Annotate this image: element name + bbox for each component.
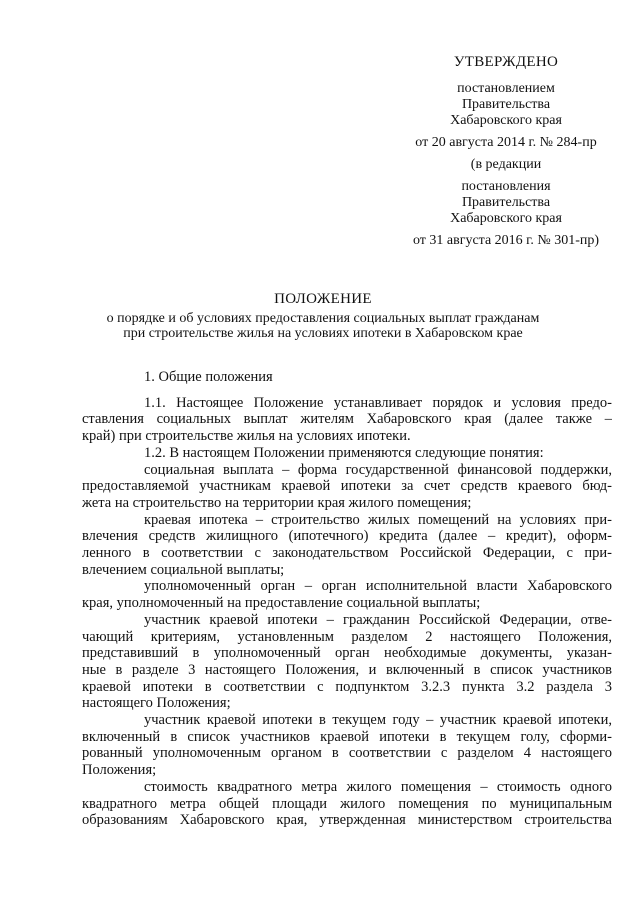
approval-amendment-date: от 31 августа 2016 г. № 301-пр)	[412, 233, 600, 248]
paragraph-line: ные в разделе 3 настоящего Положения, и включенный в список участников	[82, 661, 612, 678]
paragraph	[82, 462, 612, 512]
paragraph	[82, 779, 612, 829]
approval-title: УТВЕРЖДЕНО	[453, 54, 559, 70]
document-subtitle-line: о порядке и об условиях предоставления социальных выплат гражданам	[106, 311, 540, 326]
paragraph-line: края, уполномоченный на предоставление социальной выплаты;	[82, 595, 481, 612]
approval-line: Правительства	[461, 97, 551, 112]
paragraph-line: влечения средств жилищного (ипотечного) кредита (далее – кредит), оформ-	[82, 528, 612, 545]
paragraph-line: край) при строительстве жилья на условиях ипотеки.	[82, 428, 411, 445]
paragraph-line: включенный в список участников краевой ипотеки в текущем голу, сформи-	[82, 728, 612, 745]
approval-line: Правительства	[461, 195, 551, 210]
paragraph-line: уполномоченный орган – орган исполнительной власти Хабаровского	[144, 578, 612, 595]
paragraph-line: квадратного метра общей площади жилого помещения по муниципальным	[82, 795, 612, 812]
paragraph-line: краевой ипотеки в соответствии с подпунктом 3.2.3 пункта 3.2 раздела 3	[82, 678, 612, 695]
paragraph-line: стоимость квадратного метра жилого помещения – стоимость одного	[144, 778, 612, 795]
paragraph-line: влечением социальной выплаты;	[82, 561, 285, 578]
approval-line: (в редакции	[470, 157, 542, 172]
paragraph	[82, 712, 612, 779]
paragraph-list	[82, 395, 612, 829]
document-subtitle-line: при строительстве жилья на условиях ипотеки в Хабаровском крае	[123, 326, 523, 341]
paragraph	[82, 395, 612, 445]
paragraph-line: участник краевой ипотеки – гражданин Российской Федерации, отве-	[144, 611, 612, 628]
approval-line: постановлением	[457, 81, 555, 96]
paragraph	[82, 612, 612, 712]
paragraph	[82, 578, 612, 611]
approval-line: постановления	[461, 179, 551, 194]
paragraph-line: участник краевой ипотеки в текущем году – участник краевой ипотеки,	[144, 712, 612, 729]
approval-block	[392, 54, 620, 249]
paragraph-line: предоставляемой участникам краевой ипотеки за счет средств краевого бюд-	[82, 478, 612, 495]
paragraph-line: ленного в соответствии с законодательством Российской Федерации, с при-	[82, 545, 612, 562]
paragraph-line: представивший в уполномоченный орган необходимые документы, указан-	[82, 645, 612, 662]
paragraph-line: 1.1. Настоящее Положение устанавливает порядок и условия предо-	[144, 394, 612, 411]
paragraph-line: рованный уполномоченным органом в соответствии с разделом 4 настоящего	[82, 745, 612, 762]
paragraph-line: образованиям Хабаровского края, утвержденная министерством строительства	[82, 812, 612, 829]
paragraph	[82, 445, 612, 462]
document-body	[82, 369, 612, 829]
paragraph-line: настоящего Положения;	[82, 695, 231, 712]
paragraph-line: краевая ипотека – строительство жилых помещений на условиях при-	[144, 511, 612, 528]
paragraph-line: жета на строительство на территории края жилого помещения;	[82, 494, 472, 511]
paragraph-line: Положения;	[82, 762, 157, 779]
approval-line: Хабаровского края	[450, 113, 562, 128]
paragraph-line: чающий критериям, установленным разделом 2 настоящего Положения,	[82, 628, 612, 645]
paragraph-line: ставления социальных выплат жителям Хабаровского края (далее также –	[82, 411, 612, 428]
paragraph	[82, 512, 612, 579]
document-title: ПОЛОЖЕНИЕ	[274, 291, 372, 307]
paragraph-line: социальная выплата – форма государственной финансовой поддержки,	[144, 461, 612, 478]
approval-line: Хабаровского края	[450, 211, 562, 226]
section-title: 1. Общие положения	[144, 369, 273, 385]
document-heading	[80, 292, 566, 341]
approval-decree-date: от 20 августа 2014 г. № 284-пр	[415, 135, 597, 150]
paragraph-line: 1.2. В настоящем Положении применяются следующие понятия:	[144, 444, 544, 461]
